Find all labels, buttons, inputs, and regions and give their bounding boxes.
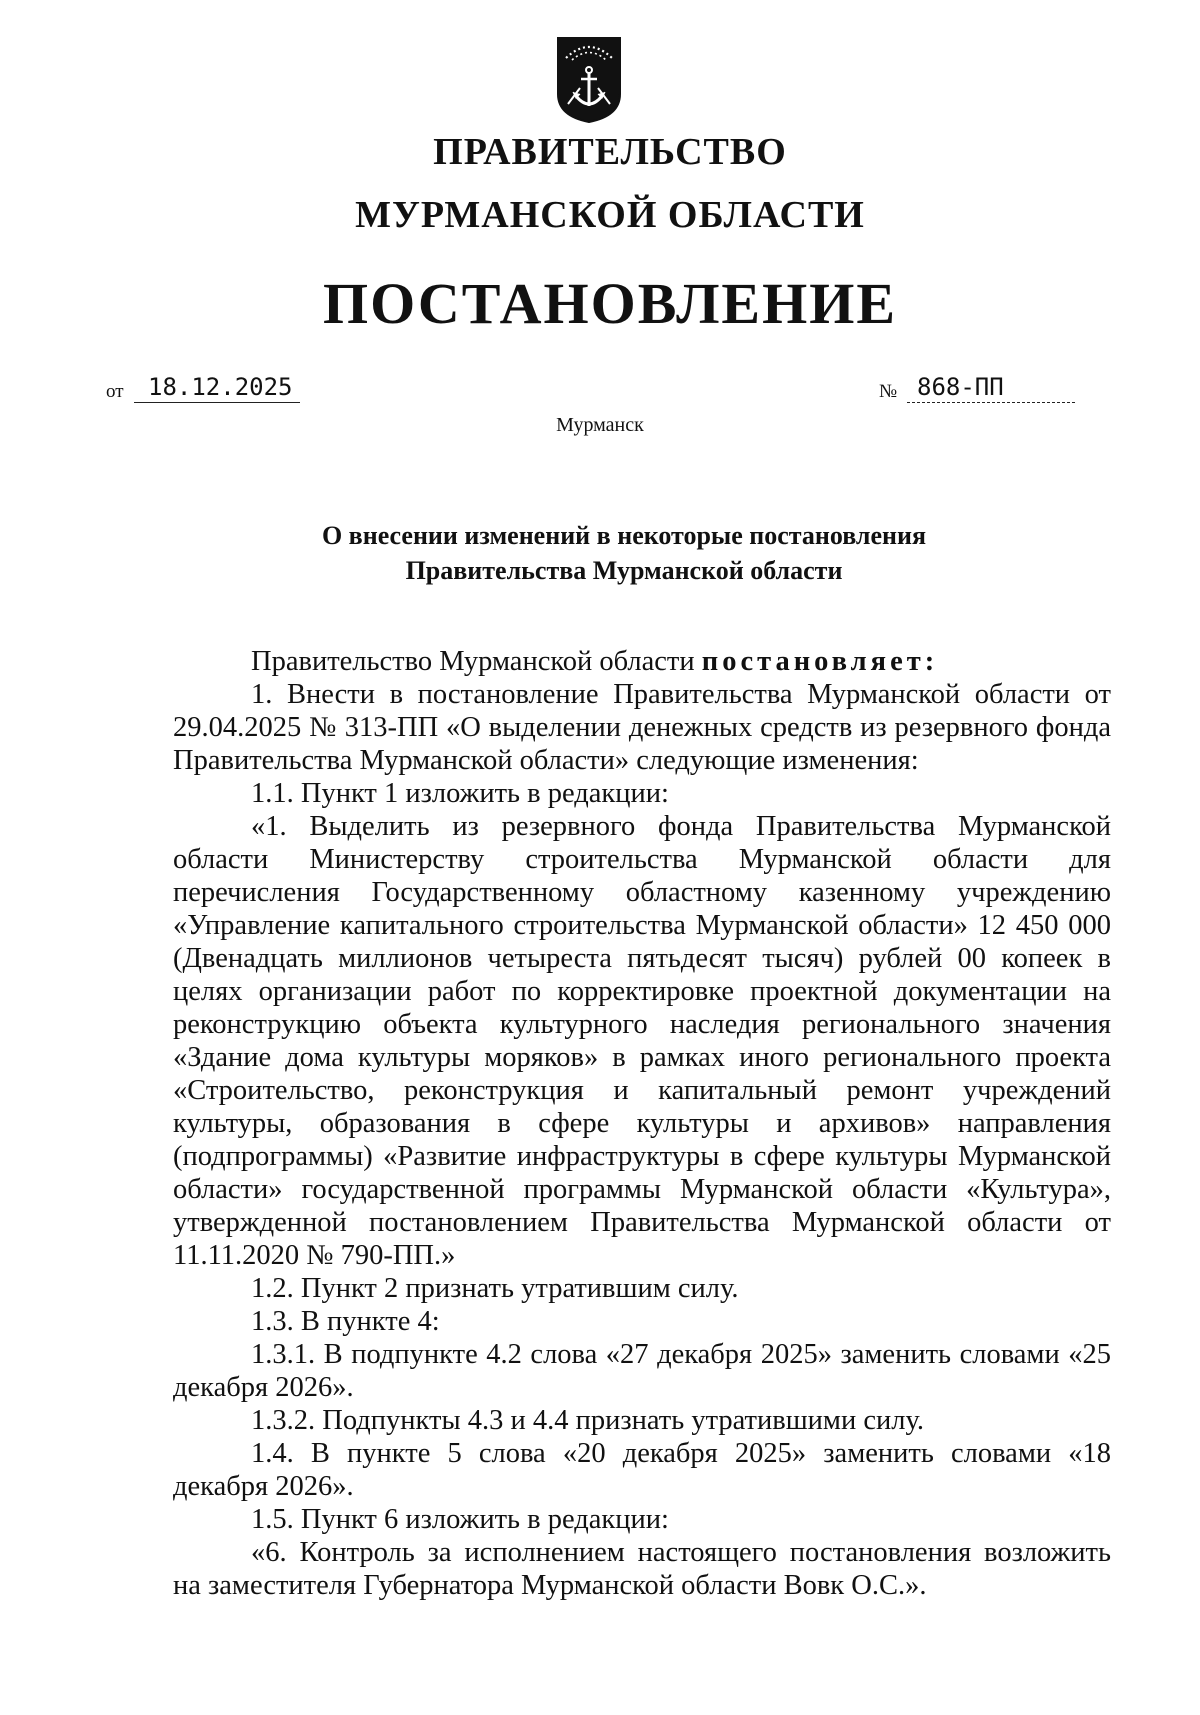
paragraph-1-1-quote: «1. Выделить из резервного фонда Правительства Мурманской области Министерству строительства Мурманской области для перечисления Государственному областному казенному учреждению «Управление капитального строительства Мурманской области» 12 450 000 (Двенадцать миллионов четыреста пятьдесят тысяч) рублей 00 копеек в целях организации работ по корректировке проектной документации на реконструкцию объекта культурного наследия регионального значения «Здание дома культуры моряков» в рамках иного регионального проекта «Строительство, реконструкция и капитальный ремонт учреждений культуры, образования в сфере культуры и архивов» направления (подпрограммы) «Развитие инфраструктуры в сфере культуры Мурманской области» государственной программы Мурманской области «Культура», утвержденной постановлением Правительства Мурманской области от 11.11.2020 № 790-ПП.» xyxy=(173,811,1111,1271)
paragraph-1-4: 1.4. В пункте 5 слова «20 декабря 2025» заменить словами «18 декабря 2026». xyxy=(173,1438,1111,1502)
document-heading xyxy=(0,518,1200,588)
date-label: от xyxy=(106,381,124,402)
document-date: 18.12.2025 xyxy=(134,372,300,403)
paragraph-1: 1. Внести в постановление Правительства Мурманской области от 29.04.2025 № 313-ПП «О выделении денежных средств из резервного фонда Правительства Мурманской области» следующие изменения: xyxy=(173,679,1111,776)
intro-text: Правительство Мурманской области xyxy=(251,646,702,677)
heading-line2: Правительства Мурманской области xyxy=(405,556,843,585)
paragraph-1-2: 1.2. Пункт 2 признать утратившим силу. xyxy=(251,1273,739,1304)
document-type-title: ПОСТАНОВЛЕНИЕ xyxy=(322,271,898,336)
decree-word: постановляет: xyxy=(701,646,939,677)
document-number: 868-ПП xyxy=(907,372,1075,403)
paragraph-1-3-1: 1.3.1. В подпункте 4.2 слова «27 декабря 2025» заменить словами «25 декабря 2026». xyxy=(173,1339,1111,1403)
paragraph-1-3-2: 1.3.2. Подпункты 4.3 и 4.4 признать утратившими силу. xyxy=(251,1405,924,1436)
paragraph-1-3: 1.3. В пункте 4: xyxy=(251,1306,440,1337)
city-name: Мурманск xyxy=(556,414,644,436)
heading-line1: О внесении изменений в некоторые постановления xyxy=(321,521,927,550)
number-label: № xyxy=(879,381,898,402)
paragraph-1-5: 1.5. Пункт 6 изложить в редакции: xyxy=(251,1504,669,1535)
organization-name-line2: МУРМАНСКОЙ ОБЛАСТИ xyxy=(355,194,865,236)
document-body xyxy=(173,645,1111,1602)
organization-name-line1: ПРАВИТЕЛЬСТВО xyxy=(433,131,787,173)
paragraph-1-1: 1.1. Пункт 1 изложить в редакции: xyxy=(251,778,669,809)
paragraph-1-5-quote: «6. Контроль за исполнением настоящего постановления возложить на заместителя Губернатора Мурманской области Вовк О.С.». xyxy=(173,1537,1111,1601)
murmansk-coat-of-arms-icon xyxy=(556,32,622,124)
intro-paragraph xyxy=(173,645,1111,678)
